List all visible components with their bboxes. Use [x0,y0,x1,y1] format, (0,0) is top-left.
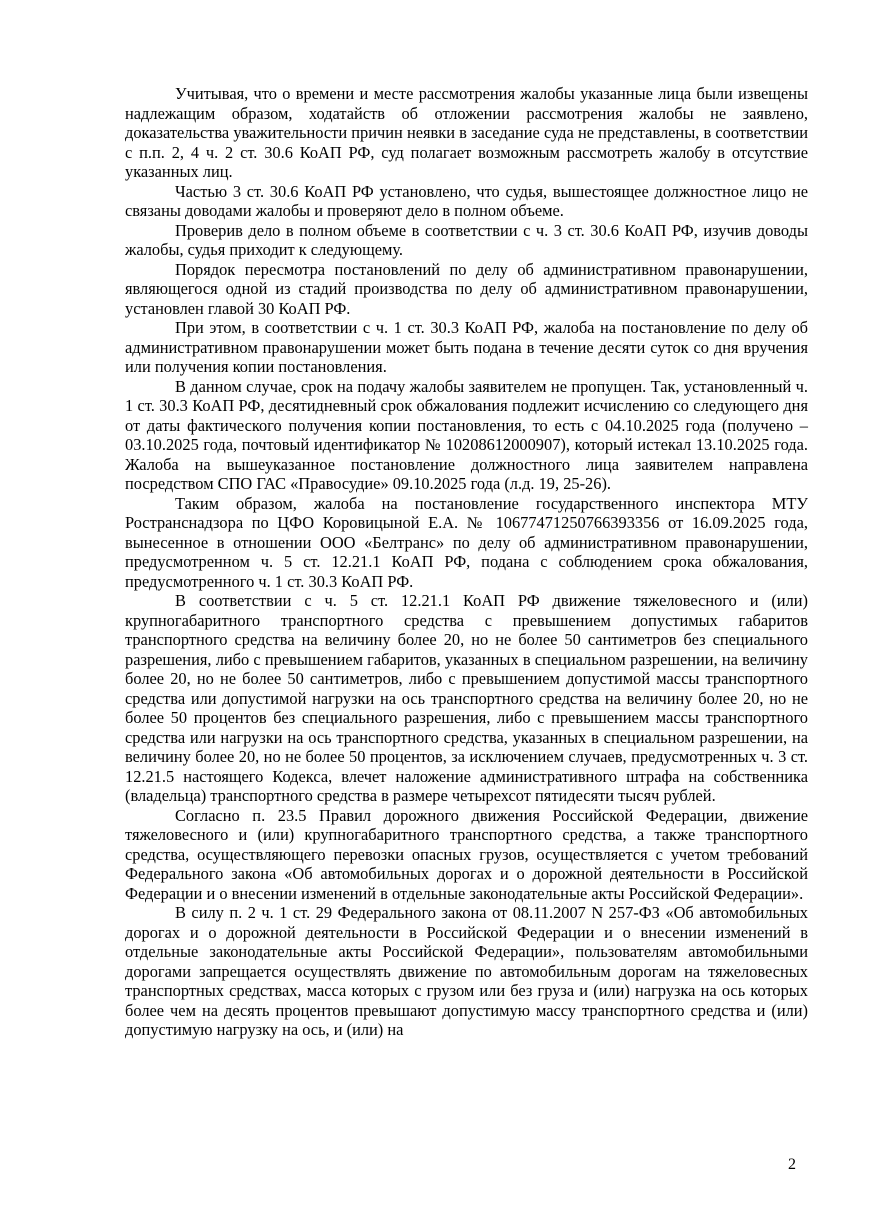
paragraph-notification: Учитывая, что о времени и месте рассмотрения жалобы указанные лица были извещены надлежащим образом, ходатайств об отложении рассмотрения жалобы не заявлено, доказательства уважительности причин неявки в заседание суда не представлены, в соответствии с п.п. 2, 4 ч. 2 ст. 30.6 КоАП РФ, суд полагает возможным рассмотреть жалобу в отсутствие указанных лиц. [125,84,808,181]
paragraph-full-review: Проверив дело в полном объеме в соответствии с ч. 3 ст. 30.6 КоАП РФ, изучив доводы жалобы, судья приходит к следующему. [125,220,808,259]
paragraph-traffic-rules-23-5: Согласно п. 23.5 Правил дорожного движения Российской Федерации, движение тяжеловесного и (или) крупногабаритного транспортного средства, а также транспортного средства, осуществляющего перевозки опасных грузов, осуществляется с учетом требований Федерального закона «Об автомобильных дорогах и о дорожной деятельности в Российской Федерации и о внесении изменений в отдельные законодательные акты Российской Федерации». [125,805,808,903]
page-number: 2 [788,1156,796,1173]
paragraph-conclusion-timely: Таким образом, жалоба на постановление государственного инспектора МТУ Ространснадзора по ЦФО Коровицыной Е.А. № 10677471250766393356 от 16.09.2025 года, вынесенное в отношении ООО «Белтранс» по делу об административном правонарушении, предусмотренном ч. 5 ст. 12.21.1 КоАП РФ, подана с соблюдением срока обжалования, предусмотренного ч. 1 ст. 30.3 КоАП РФ. [125,493,808,591]
paragraph-part3-art30-6: Частью 3 ст. 30.6 КоАП РФ установлено, что судья, вышестоящее должностное лицо не связаны доводами жалобы и проверяют дело в полном объеме. [125,181,808,220]
paragraph-deadline-not-missed: В данном случае, срок на подачу жалобы заявителем не пропущен. Так, установленный ч. 1 ст. 30.3 КоАП РФ, десятидневный срок обжалования подлежит исчислению со следующего дня от даты фактического получения копии постановления, то есть с 04.10.2025 года (получено – 03.10.2025 года, почтовый идентификатор № 10208612000907), который истекал 13.10.2025 года. Жалоба на вышеуказанное постановление должностного лица заявителем направлена посредством СПО ГАС «Правосудие» 09.10.2025 года (л.д. 19, 25-26). [125,376,808,493]
paragraph-federal-law-257: В силу п. 2 ч. 1 ст. 29 Федерального закона от 08.11.2007 N 257-ФЗ «Об автомобильных дорогах и о дорожной деятельности в Российской Федерации и о внесении изменений в отдельные законодательные акты Российской Федерации», пользователям автомобильными дорогами запрещается осуществлять движение по автомобильным дорогам на тяжеловесных транспортных средствах, масса которых с грузом или без груза и (или) нагрузка на ось которых более чем на десять процентов превышают допустимую массу транспортного средства и (или) допустимую нагрузку на ось, и (или) на [125,903,808,1039]
paragraph-appeal-deadline: При этом, в соответствии с ч. 1 ст. 30.3 КоАП РФ, жалоба на постановление по делу об административном правонарушении может быть подана в течение десяти суток со дня вручения или получения копии постановления. [125,318,808,376]
paragraph-art12-21-1: В соответствии с ч. 5 ст. 12.21.1 КоАП РФ движение тяжеловесного и (или) крупногабаритного транспортного средства с превышением допустимых габаритов транспортного средства на величину более 20, но не более 50 сантиметров без специального разрешения, либо с превышением габаритов, указанных в специальном разрешении, на величину более 20, но не более 50 сантиметров, либо с превышением допустимой массы транспортного средства или допустимой нагрузки на ось транспортного средства на величину более 20, но не более 50 процентов без специального разрешения, либо с превышением массы транспортного средства или нагрузки на ось транспортного средства, указанных в специальном разрешении, на величину более 20, но не более 50 процентов, за исключением случаев, предусмотренных ч. 3 ст. 12.21.5 настоящего Кодекса, влечет наложение административного штрафа на собственника (владельца) транспортного средства в размере четырехсот пятидесяти тысяч рублей. [125,591,808,805]
paragraph-review-procedure: Порядок пересмотра постановлений по делу об административном правонарушении, являющегося одной из стадий производства по делу об административном правонарушении, установлен главой 30 КоАП РФ. [125,259,808,318]
document-body [125,84,808,1040]
